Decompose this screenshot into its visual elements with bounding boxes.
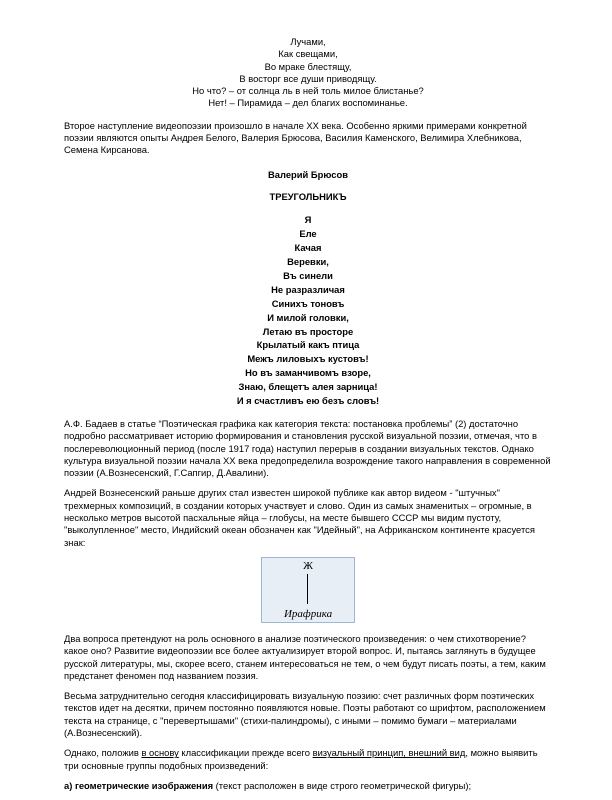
triangle-poem-line: Крылатый какъ птица [256,339,360,351]
paragraph-badaev: А.Ф. Бадаев в статье “Поэтическая графика как категория текста: постановка проблемы” (2) достаточно подробно рассматривает историю формирования и становления русской визуальной поэзии, отмечая, что в послереволюционный период (после 1917 года) наступил перерыв в создании визуальных текстов. Однако культура визуальной поэзии начала ХХ века предопределила возрождение такого направления в современной поэзии (А.Вознесенский, Г.Сапгир, Д.Авалини). [64,417,551,479]
triangle-poem-line: Еле [299,228,317,240]
intro-poem-line: Как свещами, [278,48,338,60]
basis-text: Однако, положив [64,747,142,759]
intro-poem-line: В восторг все души приводящу. [239,72,377,84]
poem-title: ТРЕУГОЛЬНИКЪ [269,190,347,202]
figure-top-char: Ж [303,559,313,572]
figure-stem-line [307,574,308,604]
figure-bottom-word: Ирафрика [283,607,333,620]
triangle-poem-line: Межъ лиловыхъ кустовъ! [247,353,369,365]
intro-poem [64,36,552,110]
triangle-poem-line: И я счастливъ ею безъ словъ! [236,395,380,407]
triangle-poem-line: Летаю въ просторе [262,325,354,337]
paragraph-second-wave: Второе наступление видеопоэзии произошло в начале ХХ века. Особенно яркими примерами конкретной поэзии являются опыты Андрея Белого, Валерия Брюсова, Василия Каменского, Велимира Хлебникова, Семена Кирсанова. [64,119,527,156]
triangle-poem [64,213,552,408]
underlined-term-visual: визуальный принцип, внешний вид [312,747,466,759]
list-item-a-heading: а) геометрические изображения [64,779,214,791]
poem-author: Валерий Брюсов [268,168,348,180]
basis-text: , можно выявить три основные группы подобных произведений: [64,747,538,771]
triangle-poem-line: И милой головки, [267,311,349,323]
intro-poem-line: Но что? – от солнца ль в ней толь милое блистанье? [192,85,424,97]
triangle-poem-line: Но въ заманчивомъ взоре, [245,367,371,379]
irafrika-figure [261,557,355,623]
triangle-poem-line: Въ синели [283,269,333,281]
triangle-poem-line: Качая [294,242,322,254]
basis-text: классификации прежде всего [178,747,313,759]
triangle-poem-line: Синихъ тоновъ [271,297,345,309]
list-item-a [64,780,552,792]
intro-poem-line: Во мраке блестящу, [264,60,352,72]
triangle-poem-line: Не разразличая [271,283,345,295]
triangle-poem-line: Я [304,214,312,226]
figure-container [64,557,552,623]
triangle-poem-line: Знаю, блещетъ алея зарница! [238,381,378,393]
paragraph-two-questions: Два вопроса претендуют на роль основного в анализе поэтического произведения: о чем стихотворение? какое оно? Развитие видеопоэзии все более актуализирует второй вопрос. И, пытаясь заглянуть в будущее русской литературы, мы, скорее всего, станем интересоваться не тем, о чем будут писать поэты, а тем, каким предстанет феномен под названием поэзия. [64,632,546,681]
paragraph-classification: Весьма затруднительно сегодня классифицировать визуальную поэзию: счет различных форм поэтических текстов идет на десятки, причем постоянно появляются новые. Поэты работают со шрифтом, расположением текста на странице, с "перевертышами" (стихи-палиндромы), с иными – помимо бумаги – материалами (А.Вознесенский). [64,690,546,738]
underlined-term-basis: в основу [141,747,179,759]
intro-poem-line: Нет! – Пирамида – дел благих воспоминанье. [208,97,408,109]
triangle-poem-line: Веревки, [287,255,329,267]
paragraph-voznesensky: Андрей Вознесенский раньше других стал известен широкой публике как автор видеом - "штучных" трехмерных композиций, в создании которых участвует и слово. Один из самых знаменитых – огромные, в несколько метров высотой пасхальные яйца – глобусы, на месте бывшего СССР мы видим пустоту, "выколупленное" место, Индийский океан обозначен как "Идейный", на Африканском континенте красуется знак: [64,487,535,548]
intro-poem-line: Лучами, [290,36,326,47]
document-content [64,36,552,800]
paragraph-basis [64,747,552,772]
list-item-a-text: (текст расположен в виде строго геометрической фигуры); [213,779,472,791]
